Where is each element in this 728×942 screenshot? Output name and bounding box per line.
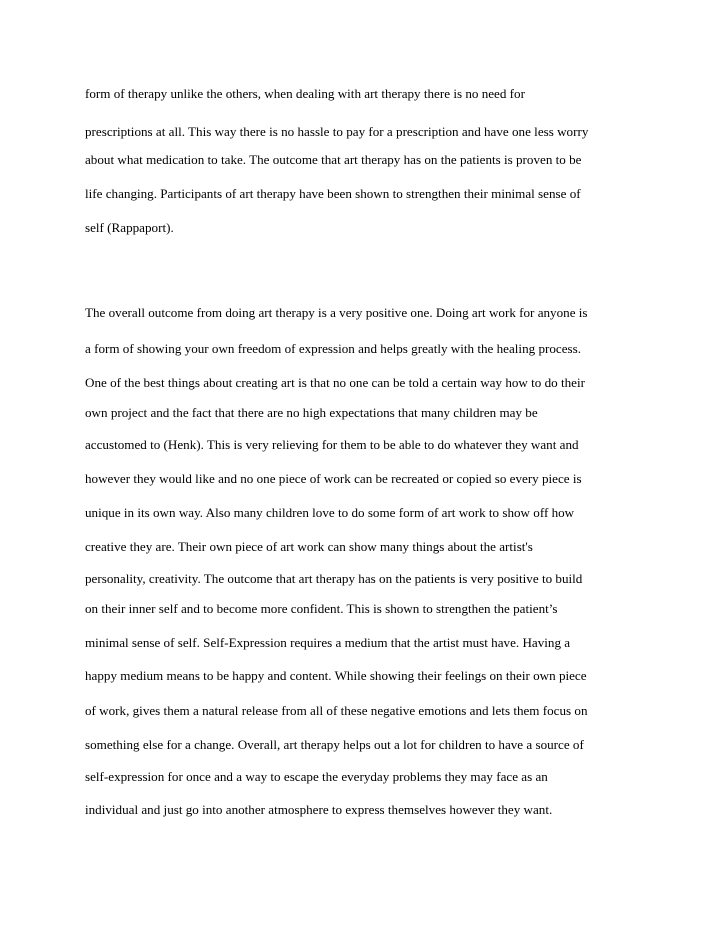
paragraph-line: however they would like and no one piece of work can be recreated or copied so every piece is bbox=[85, 471, 582, 486]
paragraph-line: life changing. Participants of art therapy have been shown to strengthen their minimal sense of bbox=[85, 186, 581, 201]
paragraph-line: The overall outcome from doing art therapy is a very positive one. Doing art work for anyone is bbox=[85, 305, 588, 320]
paragraph-line: about what medication to take. The outcome that art therapy has on the patients is proven to be bbox=[85, 152, 582, 167]
paragraph-line: form of therapy unlike the others, when dealing with art therapy there is no need for bbox=[85, 86, 525, 101]
paragraph-line: happy medium means to be happy and content. While showing their feelings on their own piece bbox=[85, 668, 587, 683]
paragraph-line: personality, creativity. The outcome that art therapy has on the patients is very positive to build bbox=[85, 571, 583, 586]
paragraph-line: something else for a change. Overall, art therapy helps out a lot for children to have a source of bbox=[85, 737, 584, 752]
paragraph-line: of work, gives them a natural release from all of these negative emotions and lets them focus on bbox=[85, 703, 588, 718]
paragraph-line: own project and the fact that there are no high expectations that many children may be bbox=[85, 405, 538, 420]
paragraph-line: minimal sense of self. Self-Expression requires a medium that the artist must have. Having a bbox=[85, 635, 571, 650]
paragraph-line: creative they are. Their own piece of art work can show many things about the artist's bbox=[85, 539, 533, 554]
paragraph-line: prescriptions at all. This way there is no hassle to pay for a prescription and have one less worry bbox=[85, 124, 589, 139]
paragraph-line: accustomed to (Henk). This is very relieving for them to be able to do whatever they want and bbox=[85, 437, 579, 452]
paragraph-line: self (Rappaport). bbox=[85, 220, 174, 235]
paragraph-line: unique in its own way. Also many children love to do some form of art work to show off how bbox=[85, 505, 575, 520]
paragraph-line: individual and just go into another atmosphere to express themselves however they want. bbox=[85, 802, 553, 817]
paragraph-line: One of the best things about creating art is that no one can be told a certain way how to do their bbox=[85, 375, 585, 390]
paragraph-line: self-expression for once and a way to escape the everyday problems they may face as an bbox=[85, 769, 548, 784]
paragraph-line: a form of showing your own freedom of expression and helps greatly with the healing process. bbox=[85, 341, 581, 356]
paragraph-line: on their inner self and to become more confident. This is shown to strengthen the patient’s bbox=[85, 601, 558, 616]
